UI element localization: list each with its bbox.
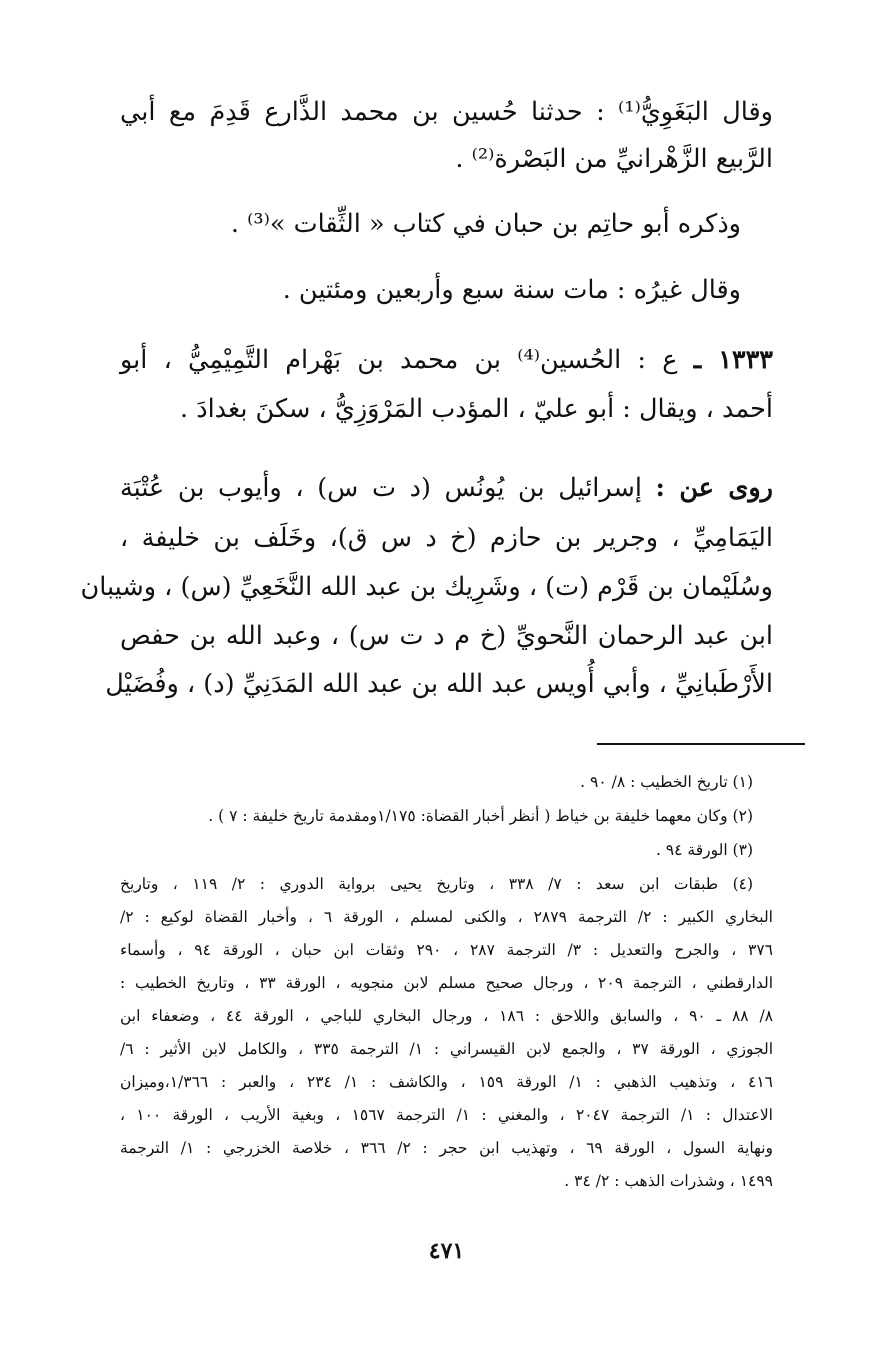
- text-line: أحمد ، ويقال : أبو عليّ ، المؤدب المَرْوَزِيُّ ، سكنَ بغدادَ .: [180, 394, 773, 424]
- footnote-continuation: الدارقطني ، الترجمة ٢٠٩ ، ورجال صحيح مسلم لابن منجويه ، الورقة ٣٣ ، وتاريخ الخطيب :: [120, 974, 773, 992]
- text-line: وسُلَيْمان بن قَرْم (ت) ، وشَرِيك بن عبد الله النَّخَعِيِّ (س) ، وشيبان: [80, 572, 773, 602]
- narrated-from-line: روى عن : إسرائيل بن يُونُس (د ت س) ، وأيوب بن عُتْبَة: [120, 473, 773, 503]
- footnote-continuation: ٨/ ٨٨ ـ ٩٠ ، والسابق واللاحق : ١٨٦ ، ورجال البخاري للباجي ، الورقة ٤٤ ، وضعفاء ابن: [120, 1007, 774, 1025]
- footnote-divider: [597, 743, 805, 745]
- footnote-continuation: ٤١٦ ، وتذهيب الذهبي : ١/ الورقة ١٥٩ ، والكاشف : ١/ ٢٣٤ ، والعبر : ١/٣٦٦،وميزان: [120, 1073, 773, 1091]
- footnote-continuation: ١٤٩٩ ، وشذرات الذهب : ٢/ ٣٤ .: [564, 1172, 773, 1190]
- text-line: وقال البَغَوِيُّ⁽¹⁾ : حدثنا حُسين بن محمد الذَّارع قَدِمَ مع أبي: [120, 97, 773, 127]
- footnote: (٤) طبقات ابن سعد : ٧/ ٣٣٨ ، وتاريخ يحيى برواية الدوري : ٢/ ١١٩ ، وتاريخ: [120, 875, 754, 893]
- text-line: الأَرْطَبانِيِّ ، وأبي أُويس عبد الله بن عبد الله المَدَنِيِّ (د) ، وفُضَيْل: [105, 669, 773, 699]
- text-line: اليَمَامِيِّ ، وجرير بن حازم (خ د س ق)، وخَلَف بن خليفة ،: [120, 523, 773, 553]
- footnote-continuation: ٣٧٦ ، والجرح والتعديل : ٣/ الترجمة ٢٨٧ ، ٢٩٠ وثقات ابن حبان ، الورقة ٩٤ ، وأسماء: [120, 941, 774, 959]
- footnote-continuation: الجوزي ، الورقة ٣٧ ، والجمع لابن القيسراني : ١/ الترجمة ٣٣٥ ، والكامل لابن الأثير : ٦/: [120, 1040, 774, 1058]
- page-number: ٤٧١: [428, 1238, 465, 1264]
- footnote: (١) تاريخ الخطيب : ٨/ ٩٠ .: [580, 773, 753, 791]
- narrated-from-label: روى عن :: [655, 473, 773, 503]
- text-line: ابن عبد الرحمان النَّحويِّ (خ م د ت س) ، وعبد الله بن حفص: [120, 621, 773, 651]
- text-line: وقال غيرُه : مات سنة سبع وأربعين ومئتين .: [282, 275, 741, 305]
- footnote-continuation: البخاري الكبير : ٢/ الترجمة ٢٨٧٩ ، والكنى لمسلم ، الورقة ٦ ، وأخبار القضاة لوكيع : ٢/: [120, 908, 773, 926]
- footnote-continuation: ونهاية السول ، الورقة ٦٩ ، وتهذيب ابن حجر : ٢/ ٣٦٦ ، خلاصة الخزرجي : ١/ الترجمة: [120, 1139, 774, 1157]
- footnote: (٢) وكان معهما خليفة بن خياط ( أنظر أخبار القضاة: ١/١٧٥ومقدمة تاريخ خليفة : ٧ ) .: [208, 807, 753, 825]
- text-line: الرَّبيع الزَّهْرانيِّ من البَصْرة⁽²⁾ .: [455, 144, 773, 174]
- footnote: (٣) الورقة ٩٤ .: [655, 841, 753, 859]
- entry-number: ١٣٣٣ ـ: [693, 345, 773, 375]
- text-line: وذكره أبو حاتِم بن حبان في كتاب « الثِّقات »⁽³⁾ .: [230, 209, 741, 239]
- entry-heading-line: ١٣٣٣ ـ ع : الحُسين⁽⁴⁾ بن محمد بن بَهْرام التَّمِيْمِيُّ ، أبو: [120, 345, 773, 375]
- footnote-continuation: الاعتدال : ١/ الترجمة ٢٠٤٧ ، والمغني : ١/ الترجمة ١٥٦٧ ، وبغية الأريب ، الورقة ١٠٠ ،: [120, 1106, 773, 1124]
